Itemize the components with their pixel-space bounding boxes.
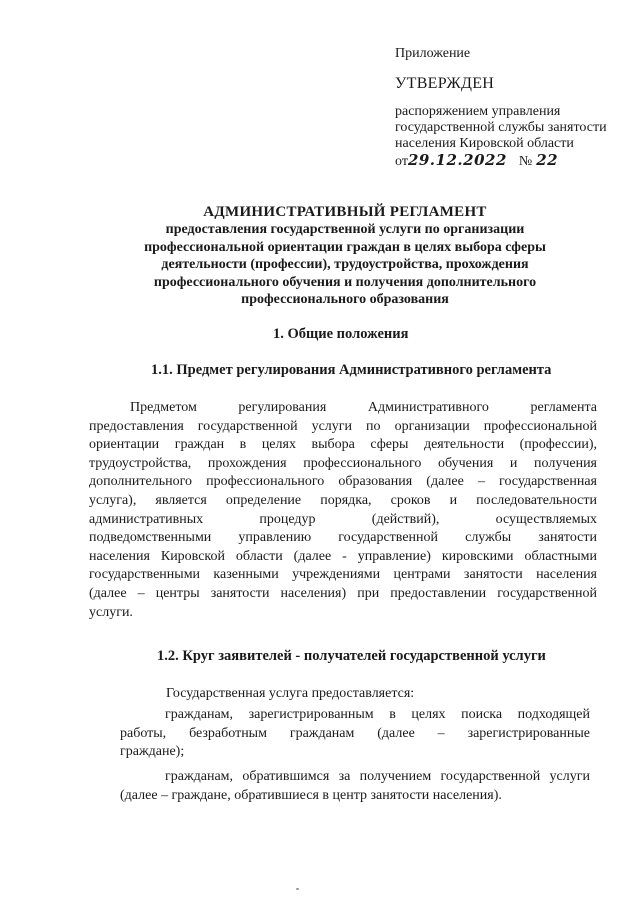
document-title <box>110 203 580 309</box>
paragraph-line: гражданам, зарегистрированным в целях поиска подходящей <box>165 707 590 722</box>
paragraph-line: подведомственными управлению государственной службы занятости <box>89 530 597 546</box>
paragraph-line: дополнительного профессионального образования (далее – государственная <box>89 474 597 490</box>
title-main: АДМИНИСТРАТИВНЫЙ РЕГЛАМЕНТ <box>203 204 487 220</box>
section-heading-1-2: 1.2. Круг заявителей - получателей государственной услуги <box>157 648 546 664</box>
number-sign: № <box>518 154 533 169</box>
order-line: распоряжением управления <box>395 104 561 119</box>
paragraph-line: граждане); <box>120 744 185 760</box>
paragraph-subject <box>89 399 597 622</box>
handwritten-number: 22 <box>536 151 559 169</box>
paragraph-line: работы, безработным гражданам (далее – зарегистрированные <box>120 725 590 741</box>
paragraph-line: Государственная услуга предоставляется: <box>166 686 415 701</box>
title-subtitle <box>110 221 580 309</box>
paragraph-line: трудоустройства, прохождения профессионального обучения и получения <box>89 455 597 471</box>
appendix-label: Приложение <box>395 46 471 61</box>
paragraph-line: государственными казенными учреждениями центрами занятости населения <box>89 567 597 583</box>
paragraph-line: услуга), является определение порядка, сроков и последовательности <box>89 492 597 508</box>
order-reference <box>395 104 635 170</box>
paragraph-line: населения Кировской области (далее - управление) кировскими областными <box>89 548 597 564</box>
approved-label: УТВЕРЖДЕН <box>395 75 495 92</box>
order-line: государственной службы занятости <box>395 120 607 135</box>
subtitle-line: профессионального образования <box>241 292 449 307</box>
paragraph-line: Предметом регулирования Административного регламента <box>130 400 597 415</box>
paragraph-line: административных процедур (действий), осуществляемых <box>89 511 597 527</box>
handwritten-date: 29.12.2022 <box>407 151 507 169</box>
scan-artifact <box>296 888 299 890</box>
subtitle-line: предоставления государственной услуги по организации <box>165 222 525 237</box>
paragraph-line: ориентации граждан в целях выбора сферы деятельности (профессии), <box>89 437 597 453</box>
subtitle-line: профессионального обучения и получения дополнительного <box>153 274 537 290</box>
subtitle-line: профессиональной ориентации граждан в целях выбора сферы <box>144 239 546 255</box>
section-heading-1: 1. Общие положения <box>273 326 409 342</box>
date-prefix: от <box>395 154 408 169</box>
paragraph-line: (далее – граждане, обратившиеся в центр занятости населения). <box>120 787 502 803</box>
paragraph-line: предоставления государственной услуги по организации профессиональной <box>89 418 597 434</box>
paragraph-line: (далее – центры занятости населения) при предоставлении государственной <box>89 585 597 601</box>
list-item-applied <box>120 768 590 805</box>
paragraph-intro <box>89 685 597 704</box>
order-line: населения Кировской области <box>395 136 574 151</box>
subtitle-line: деятельности (профессии), трудоустройства, прохождения <box>161 257 529 272</box>
paragraph-line: гражданам, обратившимся за получением государственной услуги <box>165 769 590 784</box>
section-heading-1-1: 1.1. Предмет регулирования Административного регламента <box>151 362 552 378</box>
approval-block <box>395 46 635 170</box>
paragraph-line: услуги. <box>89 604 133 620</box>
list-item-registered <box>120 706 590 762</box>
order-date-line <box>395 152 635 170</box>
